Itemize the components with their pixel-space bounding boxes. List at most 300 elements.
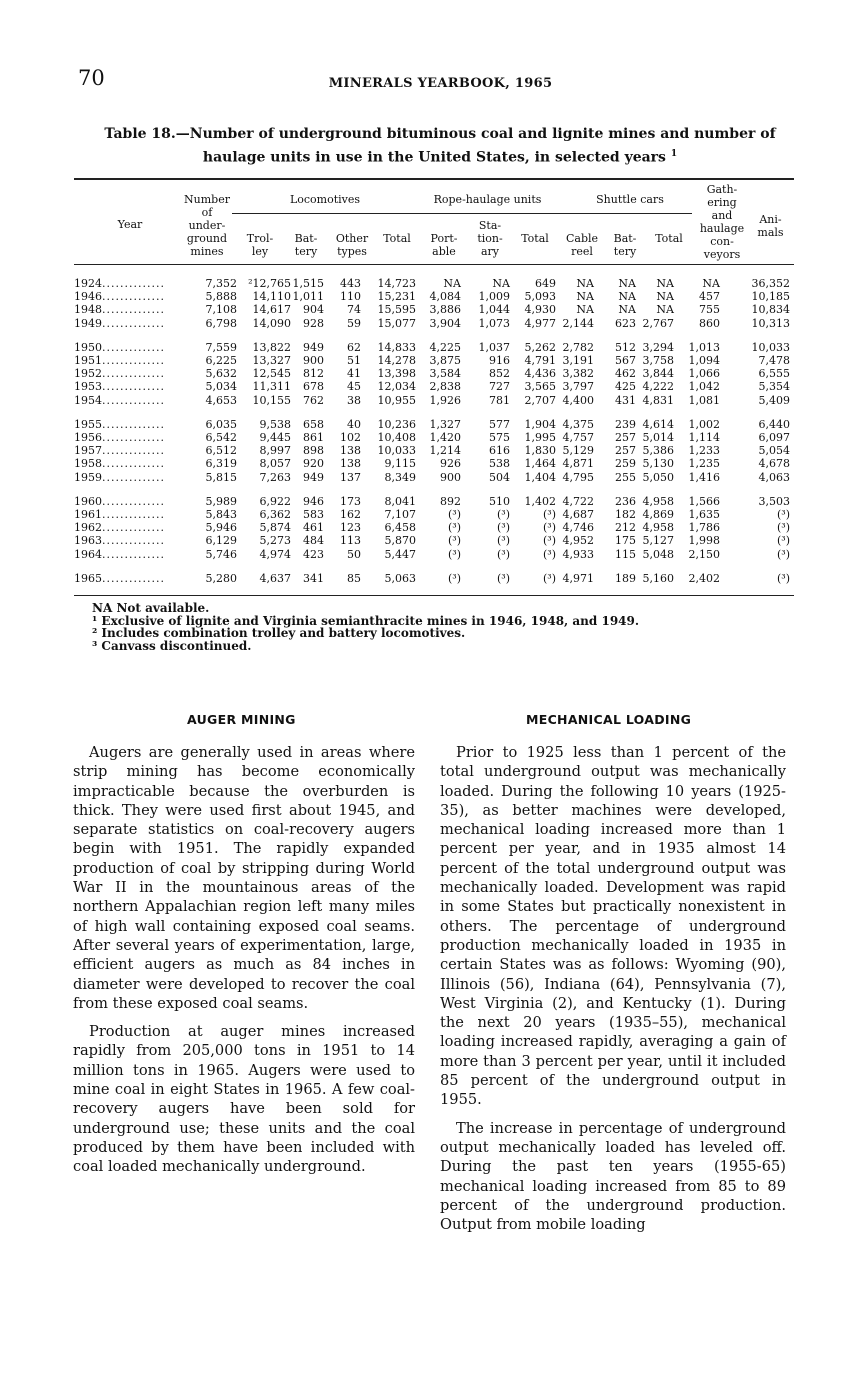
- table-cell: 7,559: [205, 340, 237, 354]
- table-cell: 1,786: [688, 521, 720, 535]
- table-cell: 10,185: [751, 290, 790, 304]
- header-animals-line: Ani-: [759, 213, 782, 226]
- table-cell: 113: [340, 534, 361, 548]
- section-heading-mechanical-loading: MECHANICAL LOADING: [526, 712, 692, 727]
- table-cell: (³): [448, 521, 461, 535]
- table-cell: 5,386: [642, 444, 674, 458]
- table-cell: 1,464: [524, 457, 556, 471]
- table-cell: 762: [303, 393, 324, 407]
- paragraph: Prior to 1925 less than 1 percent of the total underground output was mechanically loaded. During the following 10 years (1925-35), as better machines were developed, mechanical loading increased more than 1 percent per year, and in 1935 almost 14 percent of the total underground output was mechanically loaded. Development was rapid in some States but practically nonexistent in others. The percentage of underground production mechanically loaded in 1935 in certain States was as follows: Wyoming (90), Illinois (56), Indiana (64), Pennsylvania (7), West Virginia (2), and Kentucky (1). During the next 20 years (1935–55), mechanical loading increased rapidly, averaging a gain of more than 3 percent per year, until it included 85 percent of the underground output in 1955.: [440, 744, 786, 1109]
- table-header-rule: [74, 264, 794, 265]
- year-value: 1954: [74, 393, 102, 407]
- table-cell: 623: [615, 316, 636, 330]
- table-cell: 1,073: [478, 316, 510, 330]
- table-cell: 678: [303, 380, 324, 394]
- table-cell: 11,311: [252, 380, 291, 394]
- table-cell: 38: [347, 393, 361, 407]
- table-cell: (³): [448, 571, 461, 585]
- header-mines: [178, 193, 236, 258]
- table-cell: 892: [440, 494, 461, 508]
- table-cell: 4,958: [642, 494, 674, 508]
- cell-year: [74, 290, 192, 303]
- cell-year: [74, 354, 192, 367]
- table-cell: (³): [448, 508, 461, 521]
- table-cell: 4,757: [562, 431, 594, 444]
- header-gathering-conveyors: [692, 183, 752, 261]
- table-cell: 900: [440, 470, 461, 484]
- table-cell: 5,063: [384, 571, 416, 585]
- leader-dots: ..............: [102, 367, 165, 381]
- table-cell: 41: [347, 367, 361, 381]
- table-cell: 658: [303, 417, 324, 431]
- table-cell: 3,886: [429, 303, 461, 317]
- table-cell: NA: [656, 290, 674, 304]
- table-cell: 74: [347, 303, 361, 317]
- table-cell: 36,352: [751, 277, 790, 290]
- table-cell: 4,869: [642, 508, 674, 521]
- page-number: 70: [78, 66, 105, 90]
- year-value: 1956: [74, 431, 102, 444]
- table-cell: 1,114: [688, 431, 720, 444]
- table-cell: 5,888: [205, 290, 237, 304]
- table-cell: 1,327: [429, 417, 461, 431]
- table-cell: 182: [615, 508, 636, 521]
- table-row: [74, 277, 794, 290]
- table-cell: 257: [615, 431, 636, 444]
- table-cell: 1,066: [688, 367, 720, 381]
- table-cell: 10,033: [377, 444, 416, 458]
- cell-year: [74, 394, 192, 407]
- table-footnotes: [92, 602, 639, 652]
- table-cell: 4,678: [758, 457, 790, 471]
- table-row: [74, 508, 794, 521]
- table-cell: 10,313: [751, 316, 790, 330]
- cell-year: [74, 341, 192, 354]
- running-head: MINERALS YEARBOOK, 1965: [328, 76, 553, 91]
- table-cell: 1,081: [688, 393, 720, 407]
- table-cell: 1,416: [688, 470, 720, 484]
- table-cell: 1,926: [429, 393, 461, 407]
- table-cell: 236: [615, 494, 636, 508]
- header-locomotives-total: Total: [383, 232, 411, 245]
- table-cell: 3,191: [562, 354, 594, 367]
- header-portable: [422, 232, 466, 258]
- header-gathering-conveyors-line: Gath-: [706, 183, 738, 196]
- table-cell: NA: [443, 277, 461, 290]
- header-shuttle-battery-line: Bat-: [613, 232, 637, 245]
- leader-dots: ..............: [102, 354, 165, 367]
- table-cell: 3,294: [642, 340, 674, 354]
- leader-dots: ..............: [102, 547, 165, 561]
- year-value: 1951: [74, 354, 102, 367]
- table-cell: 1,635: [688, 508, 720, 521]
- year-value: 1960: [74, 494, 102, 508]
- table-cell: 6,225: [205, 354, 237, 367]
- table-cell: 138: [340, 444, 361, 458]
- table-cell: 4,871: [562, 457, 594, 471]
- table-cell: 5,014: [642, 431, 674, 444]
- table-cell: 4,795: [562, 470, 594, 484]
- cell-year: [74, 303, 192, 316]
- table-title-line-2: haulage units in use in the United States, in selected years: [202, 149, 666, 166]
- table-cell: 577: [489, 417, 510, 431]
- table-cell: 59: [347, 316, 361, 330]
- cell-year: [74, 495, 192, 508]
- table-cell: 2,707: [524, 393, 556, 407]
- header-mines-line: mines: [190, 245, 224, 258]
- table-cell: 5,050: [642, 470, 674, 484]
- header-mines-line: Number: [184, 193, 230, 206]
- table-cell: 259: [615, 457, 636, 471]
- table-cell: 3,904: [429, 316, 461, 330]
- table-cell: 3,382: [562, 367, 594, 381]
- year-value: 1948: [74, 303, 102, 317]
- header-trolley-line: ley: [251, 245, 269, 258]
- table-cell: 4,958: [642, 521, 674, 535]
- table-row: [74, 495, 794, 508]
- leader-dots: ..............: [102, 494, 165, 508]
- table-cell: 575: [489, 431, 510, 444]
- year-value: 1950: [74, 340, 102, 354]
- table-cell: 5,129: [562, 444, 594, 458]
- header-shuttle-battery: [605, 232, 645, 258]
- header-portable-line: Port-: [430, 232, 458, 245]
- table-cell: 175: [615, 534, 636, 548]
- table-cell: 1,042: [688, 380, 720, 394]
- table-cell: 583: [303, 508, 324, 521]
- table-cell: NA: [618, 290, 636, 304]
- table-cell: 4,614: [642, 417, 674, 431]
- header-gathering-conveyors-line: veyors: [703, 248, 741, 261]
- table-cell: 138: [340, 457, 361, 471]
- table-cell: NA: [492, 277, 510, 290]
- year-value: 1952: [74, 367, 102, 381]
- leader-dots: ..............: [102, 417, 165, 431]
- year-value: 1963: [74, 534, 102, 548]
- year-value: 1964: [74, 547, 102, 561]
- table-cell: 1,420: [429, 431, 461, 444]
- table-cell: 4,722: [562, 494, 594, 508]
- table-cell: 239: [615, 417, 636, 431]
- table-cell: 14,617: [252, 303, 291, 317]
- table-cell: NA: [702, 277, 720, 290]
- table-top-rule: [74, 178, 794, 180]
- section-heading-auger-mining: AUGER MINING: [187, 712, 296, 727]
- leader-dots: ..............: [102, 508, 165, 521]
- table-cell: 13,327: [252, 354, 291, 367]
- table-cell: 5,280: [205, 571, 237, 585]
- table-cell: 5,034: [205, 380, 237, 394]
- table-cell: 616: [489, 444, 510, 458]
- table-cell: NA: [576, 277, 594, 290]
- table-cell: (³): [448, 534, 461, 548]
- table-cell: (³): [448, 547, 461, 561]
- table-cell: 5,048: [642, 547, 674, 561]
- leader-dots: ..............: [102, 571, 165, 585]
- table-cell: 341: [303, 571, 324, 585]
- table-cell: 4,063: [758, 470, 790, 484]
- table-cell: 8,349: [384, 470, 416, 484]
- table-cell: 3,797: [562, 380, 594, 394]
- table-title-footnote-ref: 1: [670, 149, 678, 159]
- table-cell: 4,637: [259, 571, 291, 585]
- leader-dots: ..............: [102, 444, 165, 458]
- table-cell: 7,263: [259, 470, 291, 484]
- leader-dots: ..............: [102, 380, 165, 394]
- table-cell: (³): [777, 571, 790, 585]
- table-cell: (³): [543, 508, 556, 521]
- leader-dots: ..............: [102, 290, 165, 304]
- table-cell: 425: [615, 380, 636, 394]
- table-row: [74, 431, 794, 444]
- table-cell: 6,922: [259, 494, 291, 508]
- table-cell: 4,974: [259, 547, 291, 561]
- table-cell: 15,077: [377, 316, 416, 330]
- table-cell: 14,723: [377, 277, 416, 290]
- table-row: [74, 572, 794, 585]
- table-cell: (³): [497, 571, 510, 585]
- table-cell: 50: [347, 547, 361, 561]
- header-cable-reel-line: reel: [571, 245, 593, 258]
- table-cell: 812: [303, 367, 324, 381]
- cell-year: [74, 508, 192, 521]
- cell-year: [74, 431, 192, 444]
- table-cell: 62: [347, 340, 361, 354]
- table-row: [74, 471, 794, 484]
- leader-dots: ..............: [102, 303, 165, 317]
- year-value: 1959: [74, 470, 102, 484]
- leader-dots: ..............: [102, 534, 165, 548]
- table-row: [74, 521, 794, 534]
- header-battery-line: Bat-: [294, 232, 318, 245]
- table-cell: 5,989: [205, 494, 237, 508]
- table-row: [74, 380, 794, 393]
- table-cell: 1,044: [478, 303, 510, 317]
- table-cell: NA: [656, 303, 674, 317]
- table-cell: 10,408: [377, 431, 416, 444]
- table-cell: 4,933: [562, 547, 594, 561]
- table-cell: 538: [489, 457, 510, 471]
- table-cell: 9,445: [259, 431, 291, 444]
- table-cell: 5,447: [384, 547, 416, 561]
- table-cell: 5,815: [205, 470, 237, 484]
- table-cell: 928: [303, 316, 324, 330]
- table-cell: 5,843: [205, 508, 237, 521]
- table-title: [100, 124, 780, 168]
- header-portable-line: able: [432, 245, 456, 258]
- table-cell: 512: [615, 340, 636, 354]
- header-stationary-line: ary: [480, 245, 500, 258]
- table-cell: 2,150: [688, 547, 720, 561]
- header-shuttle-battery-line: tery: [613, 245, 637, 258]
- table-cell: 4,687: [562, 508, 594, 521]
- table-cell: 4,746: [562, 521, 594, 535]
- table-cell: 461: [303, 521, 324, 535]
- cell-year: [74, 572, 192, 585]
- table-row: [74, 418, 794, 431]
- table-cell: 926: [440, 457, 461, 471]
- table-cell: 14,278: [377, 354, 416, 367]
- table-row: [74, 548, 794, 561]
- table-cell: 5,054: [758, 444, 790, 458]
- table-cell: 431: [615, 393, 636, 407]
- table-cell: 255: [615, 470, 636, 484]
- table-cell: 443: [340, 277, 361, 290]
- table-cell: (³): [497, 547, 510, 561]
- cell-year: [74, 534, 192, 547]
- header-other-types-line: Other: [335, 232, 369, 245]
- table-cell: 12,034: [377, 380, 416, 394]
- table-cell: 15,595: [377, 303, 416, 317]
- footnote: ³ Canvass discontinued.: [92, 638, 252, 653]
- right-column-text: [440, 743, 786, 1243]
- table-cell: NA: [576, 290, 594, 304]
- table-cell: 5,746: [205, 547, 237, 561]
- table-cell: 4,952: [562, 534, 594, 548]
- header-cable-reel-line: Cable: [565, 232, 599, 245]
- table-cell: 45: [347, 380, 361, 394]
- table-cell: NA: [656, 277, 674, 290]
- table-cell: 5,093: [524, 290, 556, 304]
- cell-year: [74, 521, 192, 534]
- table-cell: 162: [340, 508, 361, 521]
- table-cell: 2,767: [642, 316, 674, 330]
- table-cell: 949: [303, 340, 324, 354]
- table-cell: 5,160: [642, 571, 674, 585]
- table-cell: 861: [303, 431, 324, 444]
- table-row: [74, 317, 794, 330]
- table-cell: 6,542: [205, 431, 237, 444]
- header-rope-total: Total: [521, 232, 549, 245]
- header-mines-line: under-: [188, 219, 226, 232]
- table-cell: 3,844: [642, 367, 674, 381]
- table-cell: 2,144: [562, 316, 594, 330]
- table-cell: 8,041: [384, 494, 416, 508]
- table-cell: 173: [340, 494, 361, 508]
- table-row: [74, 290, 794, 303]
- cell-year: [74, 317, 192, 330]
- table-cell: 949: [303, 470, 324, 484]
- table-cell: 7,478: [758, 354, 790, 367]
- table-cell: 4,436: [524, 367, 556, 381]
- header-battery-line: tery: [294, 245, 318, 258]
- table-cell: 4,375: [562, 417, 594, 431]
- table-cell: 4,222: [642, 380, 674, 394]
- footnote: ¹ Exclusive of lignite and Virginia semianthracite mines in 1946, 1948, and 1949.: [92, 613, 640, 628]
- table-cell: 7,107: [384, 508, 416, 521]
- table-cell: NA: [618, 303, 636, 317]
- year-value: 1949: [74, 316, 102, 330]
- header-battery: [286, 232, 326, 258]
- table-cell: 1,402: [524, 494, 556, 508]
- table-cell: 4,791: [524, 354, 556, 367]
- table-cell: (³): [543, 521, 556, 535]
- table-cell: ²12,765: [248, 277, 291, 290]
- table-cell: 137: [340, 470, 361, 484]
- table-cell: 6,555: [758, 367, 790, 381]
- year-value: 1958: [74, 457, 102, 471]
- table-cell: 4,977: [524, 316, 556, 330]
- cell-year: [74, 380, 192, 393]
- table-cell: 916: [489, 354, 510, 367]
- table-cell: 5,262: [524, 340, 556, 354]
- footnote: NA Not available.: [92, 601, 210, 615]
- header-shuttle-total: Total: [655, 232, 683, 245]
- header-mines-line: ground: [186, 232, 228, 245]
- table-cell: 40: [347, 417, 361, 431]
- leader-dots: ..............: [102, 316, 165, 330]
- year-value: 1962: [74, 521, 102, 535]
- table-cell: 1,009: [478, 290, 510, 304]
- table-cell: (³): [777, 534, 790, 548]
- table-cell: 5,870: [384, 534, 416, 548]
- header-other-types-line: types: [337, 245, 367, 258]
- table-cell: 5,632: [205, 367, 237, 381]
- table-cell: 462: [615, 367, 636, 381]
- leader-dots: ..............: [102, 521, 165, 535]
- table-cell: 4,831: [642, 393, 674, 407]
- table-bottom-rule: [74, 595, 794, 596]
- table-cell: (³): [777, 547, 790, 561]
- table-cell: 755: [699, 303, 720, 317]
- header-other-types: [330, 232, 374, 258]
- table-cell: (³): [543, 547, 556, 561]
- table-cell: 900: [303, 354, 324, 367]
- header-locomotives: Locomotives: [289, 193, 361, 206]
- header-animals-line: mals: [757, 226, 784, 239]
- table-cell: 1,233: [688, 444, 720, 458]
- table-cell: 4,653: [205, 393, 237, 407]
- table-cell: 1,998: [688, 534, 720, 548]
- table-cell: 1,011: [292, 290, 324, 304]
- table-cell: 423: [303, 547, 324, 561]
- table-cell: 3,584: [429, 367, 461, 381]
- table-cell: 5,874: [259, 521, 291, 535]
- table-cell: 115: [615, 547, 636, 561]
- table-row: [74, 534, 794, 547]
- table-cell: 781: [489, 393, 510, 407]
- table-cell: 110: [340, 290, 361, 304]
- table-cell: 10,033: [751, 340, 790, 354]
- table-cell: 727: [489, 380, 510, 394]
- table-cell: 6,319: [205, 457, 237, 471]
- table-cell: 4,930: [524, 303, 556, 317]
- paragraph: Production at auger mines increased rapidly from 205,000 tons in 1951 to 14 million tons in 1965. Augers were used to mine coal in eight States in 1965. A few coal-recovery augers have been sold for underground use; these units and the coal produced by them have been included with coal loaded mechanically underground.: [73, 1023, 415, 1176]
- table-cell: (³): [543, 534, 556, 548]
- table-cell: 457: [699, 290, 720, 304]
- cell-year: [74, 418, 192, 431]
- table-cell: 5,946: [205, 521, 237, 535]
- header-cable-reel: [560, 232, 604, 258]
- table-cell: 1,013: [688, 340, 720, 354]
- table-cell: 3,875: [429, 354, 461, 367]
- table-cell: 510: [489, 494, 510, 508]
- table-cell: 2,838: [429, 380, 461, 394]
- table-cell: 904: [303, 303, 324, 317]
- table-cell: 257: [615, 444, 636, 458]
- table-subhead-rule: [232, 213, 692, 214]
- header-trolley-line: Trol-: [246, 232, 274, 245]
- header-trolley: [240, 232, 280, 258]
- table-row: [74, 303, 794, 316]
- table-cell: 13,822: [252, 340, 291, 354]
- table-cell: 102: [340, 431, 361, 444]
- cell-year: [74, 367, 192, 380]
- table-cell: (³): [497, 508, 510, 521]
- table-cell: 2,402: [688, 571, 720, 585]
- table-cell: 12,545: [252, 367, 291, 381]
- table-cell: (³): [497, 521, 510, 535]
